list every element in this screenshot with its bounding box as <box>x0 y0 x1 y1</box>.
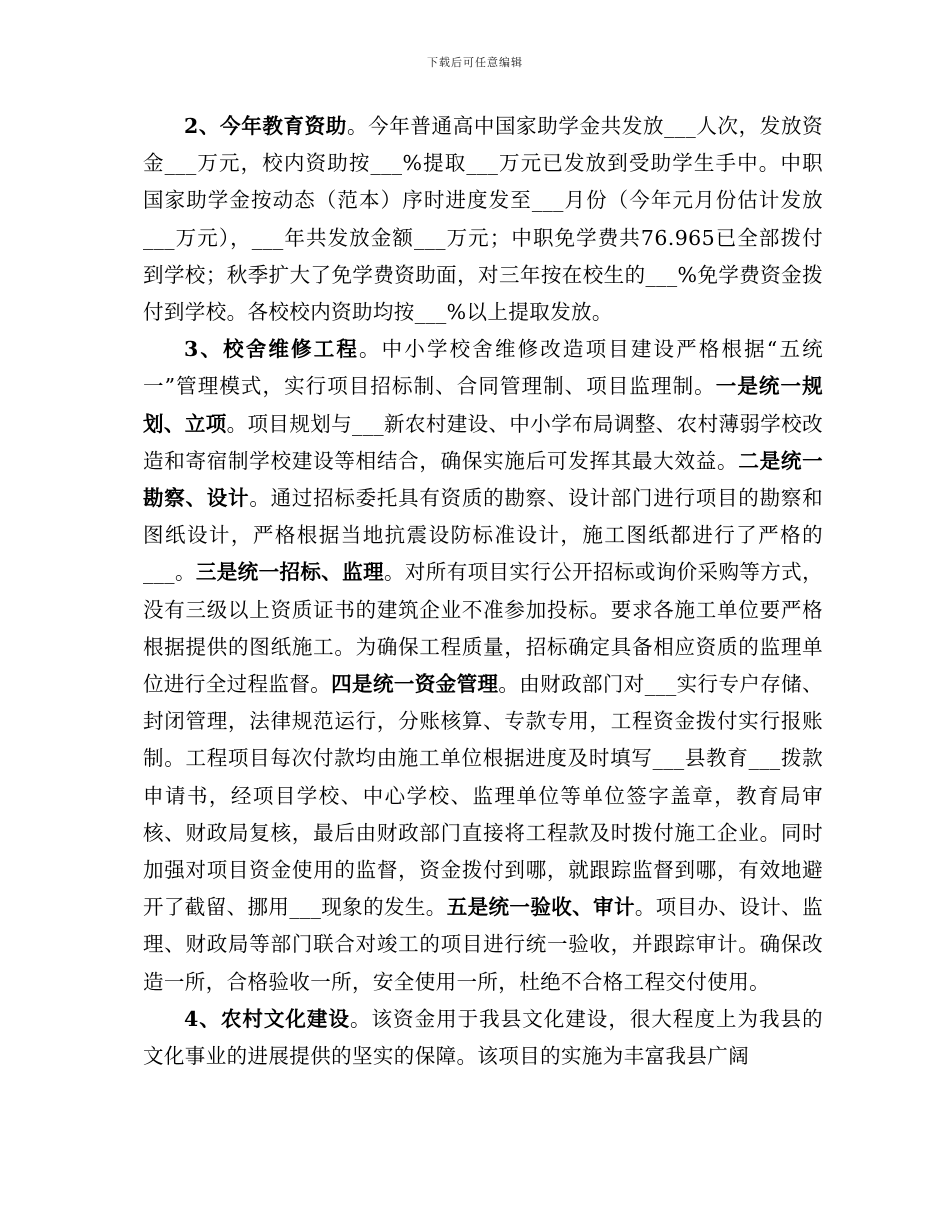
document-body <box>143 108 823 1075</box>
heading-school-repair: 3、校舍维修工程 <box>184 337 360 362</box>
text-segment: 。通过招标委托具有资质的勘察、设计部门进行项目的勘察和图纸设计，严格根据当地抗震设防标准设计，施工图纸都进行了严格的___。 <box>143 486 823 585</box>
paragraph-education-aid <box>143 108 823 331</box>
text-segment: 。项目办、设计、监理、财政局等部门联合对竣工的项目进行统一验收，并跟踪审计。确保改造一所，合格验收一所，安全使用一所，杜绝不合格工程交付使用。 <box>143 895 823 994</box>
text-segment: 。该资金用于我县文化建设，很大程度上为我县的文化事业的进展提供的坚实的保障。该项目的实施为丰富我县广阔 <box>143 1006 823 1069</box>
subheading-unified-bidding: 三是统一招标、监理 <box>195 560 384 585</box>
text-segment: 。对所有项目实行公开招标或询价采购等方式，没有三级以上资质证书的建筑企业不准参加投标。要求各施工单位要严格根据提供的图纸施工。为确保工程质量，招标确定具备相应资质的监理单位进行全过程监督。 <box>143 560 823 697</box>
paragraph-rural-culture <box>143 1001 823 1075</box>
text-segment: 。今年普通高中国家助学金共发放___人次，发放资金___万元，校内资助按___%提取___万元已发放到受助学生手中。中职国家助学金按动态（范本）序时进度发至___月份（今年元月份估计发放___万元），___年共发放金额___万元；中职免学费共76.965已全部拨付到学校；秋季扩大了免学费资助面，对三年按在校生的___%免学费资金拨付到学校。各校校内资助均按___%以上提取发放。 <box>143 114 823 325</box>
subheading-unified-acceptance: 五是统一验收、审计 <box>446 895 635 920</box>
page-header: 下载后可任意编辑 <box>427 56 523 69</box>
text-segment: 。中小学校舍维修改造项目建设严格根据“五统一”管理模式，实行项目招标制、合同管理制、项目监理制。 <box>143 337 823 399</box>
text-segment: 。由财政部门对___实行专户存储、封闭管理，法律规范运行，分账核算、专款专用，工程资金拨付实行报账制。工程项目每次付款均由施工单位根据进度及时填写___县教育___拨款申请书，经项目学校、中心学校、监理单位等单位签字盖章，教育局审核、财政局复核，最后由财政部门直接将工程款及时拨付施工企业。同时加强对项目资金使用的监督，资金拨付到哪，就跟踪监督到哪，有效地避开了截留、挪用___现象的发生。 <box>143 672 823 920</box>
subheading-unified-survey: 二是统一勘察、设计 <box>143 448 823 511</box>
text-segment: 。项目规划与___新农村建设、中小学布局调整、农村薄弱学校改造和寄宿制学校建设等相结合，确保实施后可发挥其最大效益。 <box>143 411 823 473</box>
heading-rural-culture: 4、农村文化建设 <box>184 1006 350 1031</box>
subheading-unified-funds: 四是统一资金管理 <box>331 672 499 697</box>
subheading-unified-planning: 一是统一规划、立项 <box>143 374 824 436</box>
heading-education-aid: 2、今年教育资助 <box>184 114 347 138</box>
paragraph-school-repair <box>143 331 823 1001</box>
